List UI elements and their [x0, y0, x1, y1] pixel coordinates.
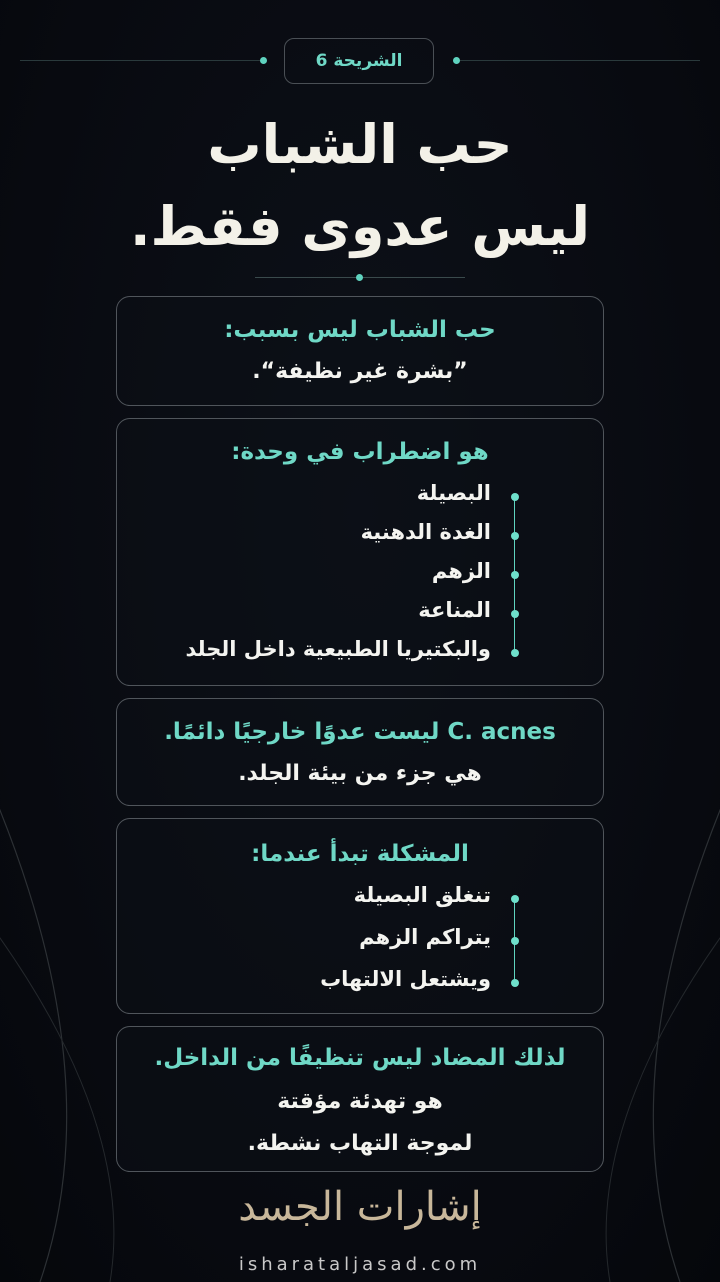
card-disorder-heading: هو اضطراب في وحدة: [231, 439, 489, 465]
card-treatment-heading: لذلك المضاد ليس تنظيفًا من الداخل. [154, 1045, 566, 1071]
list-item: المناعة [418, 598, 491, 622]
header-line-right [460, 60, 700, 61]
list-item: الزهم [431, 559, 491, 583]
bullet-dot [511, 493, 519, 501]
card-cause [116, 296, 604, 406]
list-item: تنغلق البصيلة [353, 883, 491, 907]
list-item: الغدة الدهنية [360, 520, 491, 544]
slide-header [0, 38, 720, 84]
list-item: ويشتعل الالتهاب [320, 967, 491, 991]
header-line-left [20, 60, 260, 61]
page-title-line2: ليس عدوى فقط. [130, 195, 590, 258]
bullet-dot [511, 610, 519, 618]
list-item: البصيلة [416, 481, 491, 505]
card-problem-heading: المشكلة تبدأ عندما: [251, 841, 469, 867]
card-cause-heading: حب الشباب ليس بسبب: [224, 317, 496, 343]
bullet-dot [511, 649, 519, 657]
header-dot-left [260, 57, 267, 64]
bullet-dot [511, 979, 519, 987]
card-bacteria-heading: C. acnes ليست عدوًا خارجيًا دائمًا. [164, 719, 556, 745]
card-bacteria [116, 698, 604, 806]
card-bacteria-text: هي جزء من بيئة الجلد. [238, 761, 482, 786]
page-title-line1: حب الشباب [207, 113, 513, 176]
bullet-dot [511, 571, 519, 579]
card-problem [116, 818, 604, 1014]
card-treatment [116, 1026, 604, 1172]
card-treatment-text-2: لموجة التهاب نشطة. [247, 1131, 473, 1156]
bullet-dot [511, 937, 519, 945]
list-item: يتراكم الزهم [359, 925, 491, 949]
card-disorder [116, 418, 604, 686]
divider-dot [356, 274, 363, 281]
bullet-dot [511, 895, 519, 903]
bullet-dot [511, 532, 519, 540]
card-treatment-text-1: هو تهدئة مؤقتة [277, 1089, 443, 1114]
list-item: والبكتيريا الطبيعية داخل الجلد [185, 637, 491, 661]
slide-number-badge: الشريحة 6 [284, 38, 434, 84]
website-url: isharataljasad.com [238, 1254, 482, 1275]
card-cause-text: ”بشرة غير نظيفة“. [252, 359, 468, 384]
header-dot-right [453, 57, 460, 64]
brand-logo-text: إشارات الجسد [238, 1184, 482, 1230]
